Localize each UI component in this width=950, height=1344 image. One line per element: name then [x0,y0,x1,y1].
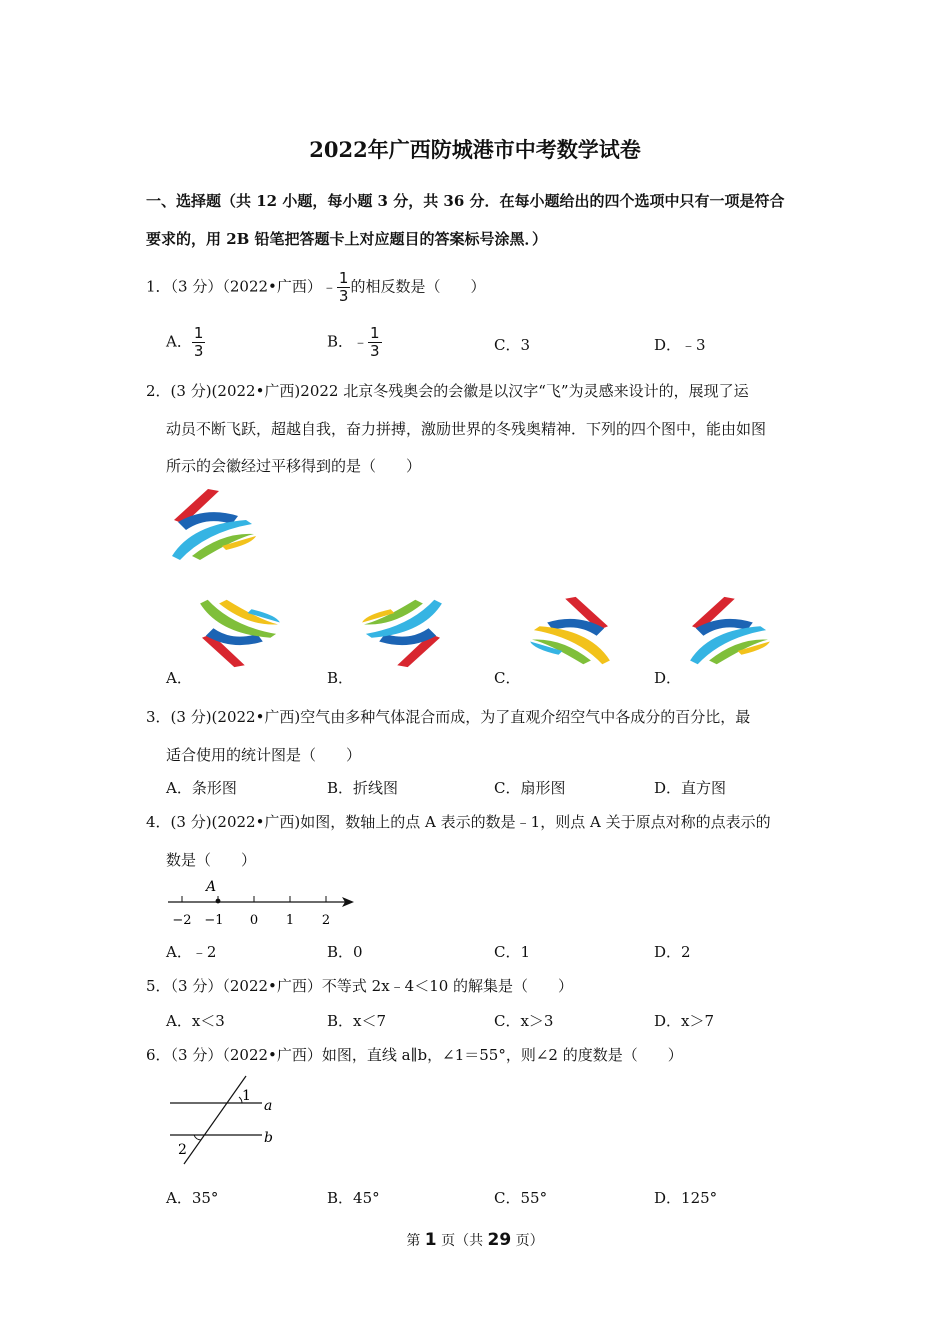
q2-option-b[interactable]: B． [327,669,354,687]
q1-numerator: 1 [338,269,349,287]
q6-option-b[interactable]: B．45° [327,1189,380,1207]
q3-option-b[interactable]: B．折线图 [327,779,399,797]
q3-option-d[interactable]: D．直方图 [654,779,727,797]
emblem-shape [172,489,256,560]
angle-1-label: 1 [242,1088,251,1104]
q1-option-a[interactable] [166,325,205,360]
q6-option-d[interactable]: D．125° [654,1189,718,1207]
q1-option-a-label: A． [166,332,192,351]
q1-option-a-den: 3 [193,342,204,360]
q2-line2: 动员不断飞跃，超越自我，奋力拼搏，激励世界的冬残奥精神．下列的四个图中，能由如图 [166,420,767,438]
tick-label: −1 [204,913,224,928]
angle-2-label: 2 [178,1142,187,1158]
tick-label: 2 [321,913,331,928]
transversal-line [184,1076,246,1164]
emblem-option-b[interactable] [354,594,450,670]
point-a-label: A [206,879,217,895]
q4-option-d[interactable]: D．2 [654,943,691,961]
tick-label: 1 [285,913,295,928]
angle-2-arc [194,1135,201,1140]
page-title: 2022年广西防城港市中考数学试卷 [309,137,641,162]
q1-option-b[interactable] [327,325,382,360]
q2-line3: 所示的会徽经过平移得到的是（ ） [166,457,422,475]
emblem-original [166,486,262,566]
parallel-lines-figure [164,1072,284,1168]
section-heading-line1: 一、选择题（共 12 小题，每小题 3 分，共 36 分．在每小题给出的四个选项中只有一项是符合 [146,192,785,210]
footer-page-number: 1 [424,1230,437,1250]
q4-option-c[interactable]: C．1 [494,943,531,961]
tick-label: −2 [172,913,192,928]
q1-option-b-den: 3 [370,342,380,360]
q5-option-a[interactable]: A．x＜3 [166,1012,225,1030]
q2-line1: 2．(3 分)(2022•广西)2022 北京冬残奥会的会徽是以汉字“飞”为灵感来设计的，展现了运 [146,382,749,400]
q1-fraction [337,270,351,305]
section-heading-line2: 要求的，用 2B 铅笔把答题卡上对应题目的答案标号涂黑．） [146,230,548,248]
page-footer [0,1230,950,1250]
q1-option-b-num: 1 [370,324,380,342]
q4-option-a[interactable]: A．﹣2 [166,943,217,961]
footer-pre: 第 [406,1233,425,1249]
footer-post: 页） [511,1233,544,1249]
q6-option-c[interactable]: C．55° [494,1189,548,1207]
q1-option-c[interactable]: C．3 [494,336,531,354]
q1-option-b-neg: ﹣ [353,332,369,351]
q1-option-d[interactable]: D．﹣3 [654,336,706,354]
q5-line1: 5．（3 分）（2022•广西）不等式 2x﹣4＜10 的解集是（ ） [146,977,574,995]
q3-line2: 适合使用的统计图是（ ） [166,746,362,764]
q3-option-c[interactable]: C．扇形图 [494,779,566,797]
q2-option-d[interactable]: D． [654,669,682,687]
q1-neg: ﹣ [321,277,337,296]
q5-option-c[interactable]: C．x＞3 [494,1012,554,1030]
q4-option-b[interactable]: B．0 [327,943,363,961]
q1-option-a-num: 1 [193,324,204,342]
q5-option-b[interactable]: B．x＜7 [327,1012,387,1030]
question-1 [146,270,485,305]
q4-line1: 4．(3 分)(2022•广西)如图，数轴上的点 A 表示的数是﹣1，则点 A 关于原点对称的点表示的 [146,813,771,831]
footer-total-pages: 29 [487,1230,512,1250]
q6-option-a[interactable]: A．35° [166,1189,219,1207]
q4-line2: 数是（ ） [166,851,257,869]
q2-option-a[interactable]: A． [166,669,192,687]
emblem-option-c[interactable] [522,594,618,670]
q3-option-a[interactable]: A．条形图 [166,779,237,797]
q5-option-d[interactable]: D．x＞7 [654,1012,715,1030]
q1-suffix: 的相反数是（ ） [350,277,486,296]
q1-denominator: 3 [338,287,349,305]
q1-option-b-fraction [368,325,382,360]
q3-line1: 3．(3 分)(2022•广西)空气由多种气体混合而成，为了直观介绍空气中各成分的百分比，最 [146,708,751,726]
footer-mid: 页（共 [436,1233,488,1249]
point-a-dot [216,899,221,904]
number-line [162,874,362,934]
q1-prefix: 1．（3 分）（2022•广西） [146,277,322,296]
emblem-option-a[interactable] [192,594,288,670]
q1-option-b-label: B． [327,332,354,351]
line-a-label: a [264,1098,273,1114]
tick-label: 0 [249,913,259,928]
emblem-option-d[interactable] [682,594,778,670]
line-b-label: b [264,1130,273,1146]
q2-option-c[interactable]: C． [494,669,521,687]
q6-line1: 6．（3 分）（2022•广西）如图，直线 a∥b，∠1＝55°，则∠2 的度数是（ ） [146,1046,683,1064]
q1-option-a-fraction [192,325,206,360]
